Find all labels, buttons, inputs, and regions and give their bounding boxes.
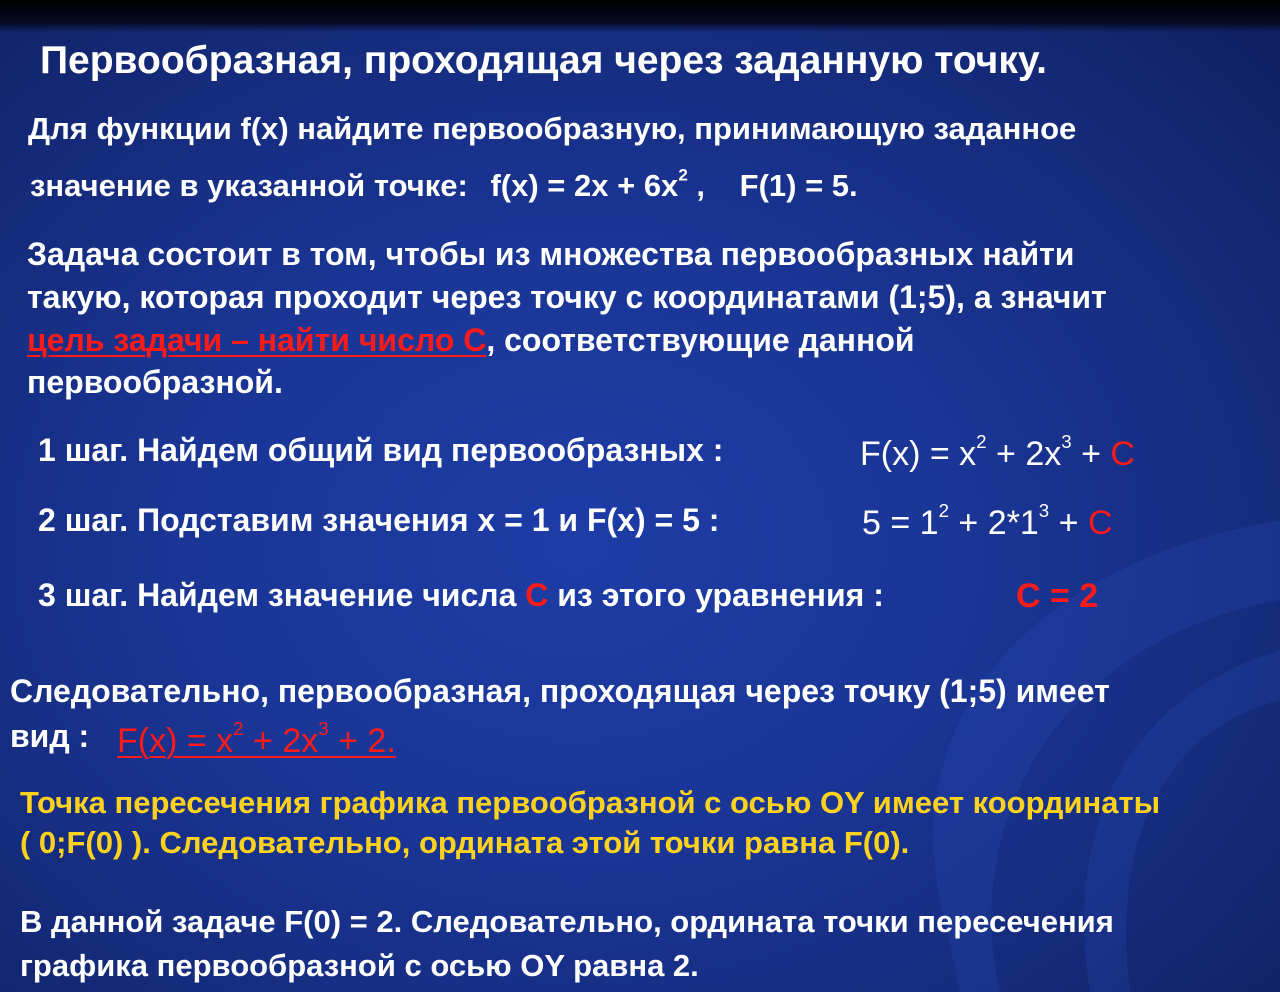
slide-top-bar [0,0,1280,32]
explain-line-2: такую, которая проходит через точку с координатами (1;5), а значит [27,279,1107,315]
conclusion-line-2-label: вид : [10,718,90,754]
step-2-formula: $5 = 1^2 + 2*1^3 + C$ [862,500,1113,542]
conclusion-line-1: Следовательно, первообразная, проходящая через точку (1;5) имеет [10,673,1110,709]
explain-line-1: Задача состоит в том, чтобы из множества первообразных найти [27,236,1075,272]
task-line-2 [30,165,858,203]
page-title: Первообразная, проходящая через заданную точку. [40,39,1047,82]
final-antiderivative: $F(x) = x^2 + 2x^3 + 2$. [117,718,396,760]
intersection-line-1: Точка пересечения графика первообразной с осью OY имеет координаты [20,785,1161,820]
step-3-result: С = 2 [1016,577,1099,615]
step-3-label: 3 шаг. Найдем значение числа С из этого уравнения : [38,577,884,613]
task-function: $f(x) = 2x + 6x^2$ , [490,165,706,203]
task-goal-highlight: цель задачи – найти число С [27,322,487,358]
task-text: значение в указанной точке: [30,168,468,203]
explain-line-3: цель задачи – найти число С, соответствующие данной [27,322,915,358]
explain-line-4: первообразной. [27,364,283,400]
final-line-1: В данной задаче F(0) = 2. Следовательно, ордината точки пересечения [20,904,1114,939]
task-condition: F(1) = 5. [739,168,858,203]
task-line-1: Для функции f(x) найдите первообразную, принимающую заданное [28,111,1077,146]
step-1-label: 1 шаг. Найдем общий вид первообразных : [38,432,724,468]
step-1-formula: $F(x) = x^2 + 2x^3 + C$ [860,431,1135,473]
intersection-line-2: ( 0;F(0) ). Следовательно, ордината этой точки равна F(0). [20,825,910,860]
step-2-label: 2 шаг. Подставим значения x = 1 и F(x) = 5 : [38,502,720,538]
final-line-2: графика первообразной с осью OY равна 2. [20,948,699,983]
